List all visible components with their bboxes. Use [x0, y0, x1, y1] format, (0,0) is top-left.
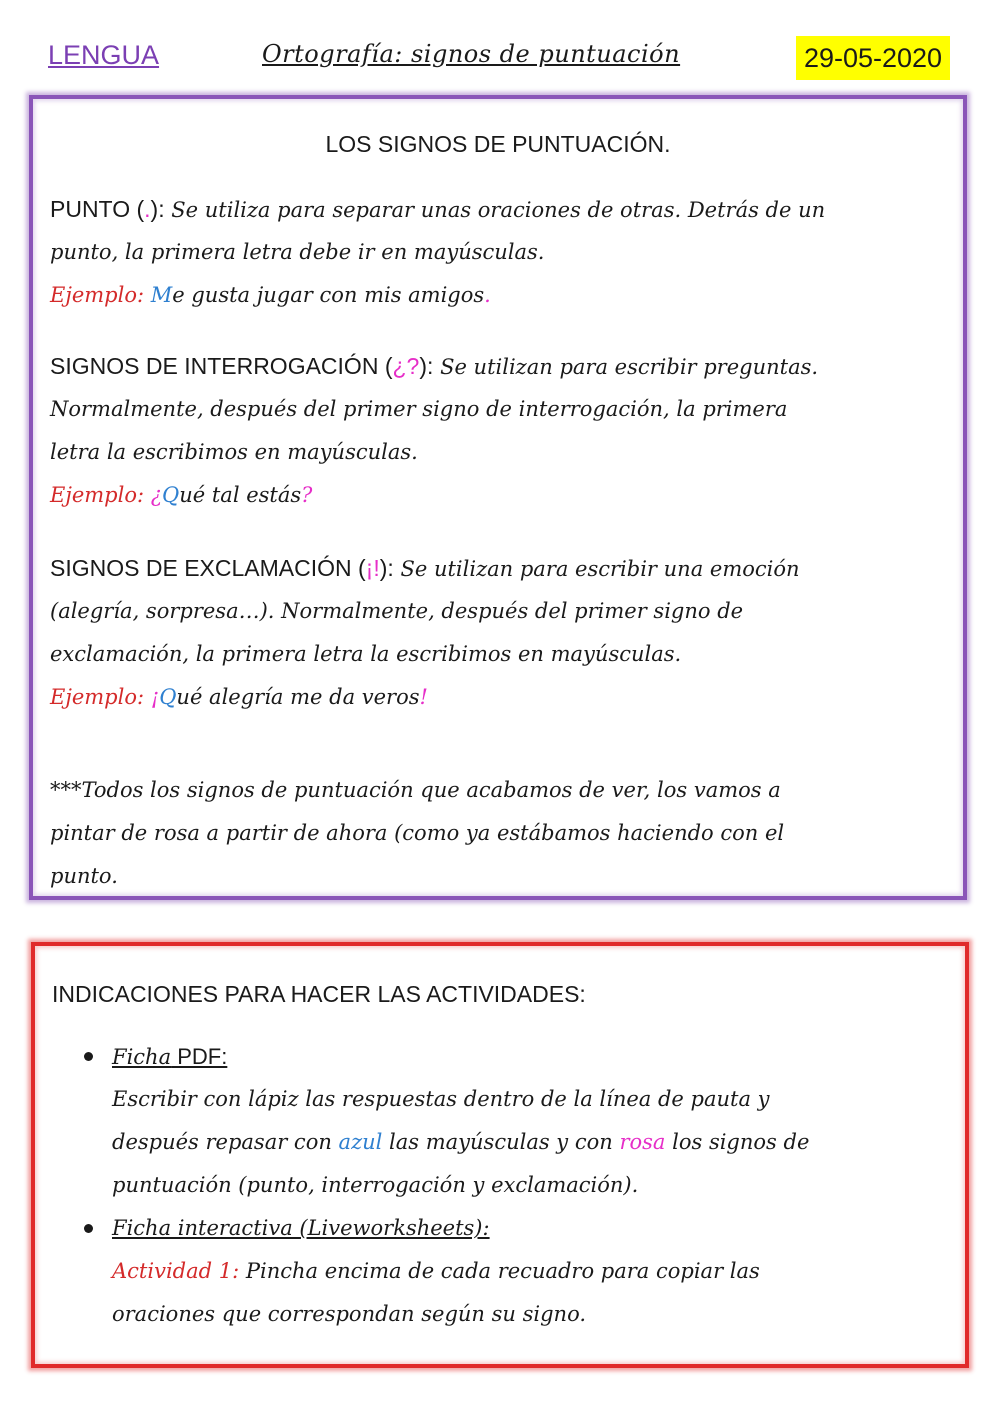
interrogacion-line-2: Normalmente, después del primer signo de interrogación, la primera [50, 397, 788, 421]
note-line-3: punto. [50, 864, 118, 888]
page-header [0, 0, 1000, 95]
interactiva-title: Ficha interactiva (Liveworksheets): [112, 1216, 490, 1240]
exclamacion-label: SIGNOS DE EXCLAMACIÓN (¡!): [50, 555, 394, 581]
exclamacion-example: Ejemplo: ¡Qué alegría me da veros! [50, 685, 428, 709]
punto-label: PUNTO (.): [50, 196, 165, 222]
pdf-title: Ficha PDF: [112, 1044, 228, 1069]
punto-line-1: PUNTO (.): Se utiliza para separar unas oraciones de otras. Detrás de un [50, 196, 826, 222]
interrogacion-example: Ejemplo: ¿Qué tal estás? [50, 483, 313, 507]
exclamacion-line-3: exclamación, la primera letra la escribimos en mayúsculas. [50, 642, 682, 666]
date-badge: 29-05-2020 [796, 36, 950, 80]
exclamacion-line-1: SIGNOS DE EXCLAMACIÓN (¡!): Se utilizan para escribir una emoción [50, 555, 800, 581]
instructions-heading: INDICACIONES PARA HACER LAS ACTIVIDADES: [52, 981, 586, 1007]
theory-box [29, 95, 967, 900]
subject-label: LENGUA [48, 40, 160, 70]
interrogacion-line-3: letra la escribimos en mayúsculas. [50, 440, 418, 464]
activity-label: Actividad 1: [112, 1259, 240, 1283]
interactiva-line-1: Actividad 1: Pincha encima de cada recuadro para copiar las [112, 1259, 760, 1283]
theory-heading: LOS SIGNOS DE PUNTUACIÓN. [325, 131, 671, 157]
example-label: Ejemplo: [50, 685, 145, 709]
note-line-1: ***Todos los signos de puntuación que acabamos de ver, los vamos a [50, 778, 781, 802]
bullet-icon [84, 1052, 93, 1061]
punto-mark: . [144, 196, 151, 222]
note-line-2: pintar de rosa a partir de ahora (como ya estábamos haciendo con el [50, 821, 785, 845]
interrogacion-label: SIGNOS DE INTERROGACIÓN (¿?): [50, 353, 434, 379]
interrogacion-mark: ¿? [392, 353, 420, 379]
instructions-box [31, 942, 969, 1368]
interrogacion-line-1: SIGNOS DE INTERROGACIÓN (¿?): Se utilizan para escribir preguntas. [50, 353, 819, 379]
punto-line-2: punto, la primera letra debe ir en mayúsculas. [50, 240, 545, 264]
example-label: Ejemplo: [50, 283, 145, 307]
pdf-line-3: puntuación (punto, interrogación y exclamación). [112, 1173, 639, 1197]
exclamacion-mark: ¡! [365, 555, 380, 581]
pdf-line-1: Escribir con lápiz las respuestas dentro de la línea de pauta y [112, 1087, 770, 1111]
example-label: Ejemplo: [50, 483, 145, 507]
bullet-icon [84, 1224, 93, 1233]
page-title: Ortografía: signos de puntuación [262, 40, 681, 68]
interactiva-line-2: oraciones que correspondan según su signo. [112, 1302, 587, 1326]
punto-example: Ejemplo: Me gusta jugar con mis amigos. [50, 283, 491, 307]
exclamacion-line-2: (alegría, sorpresa…). Normalmente, después del primer signo de [50, 599, 744, 623]
pdf-line-2: después repasar con azul las mayúsculas y con rosa los signos de [112, 1130, 810, 1154]
